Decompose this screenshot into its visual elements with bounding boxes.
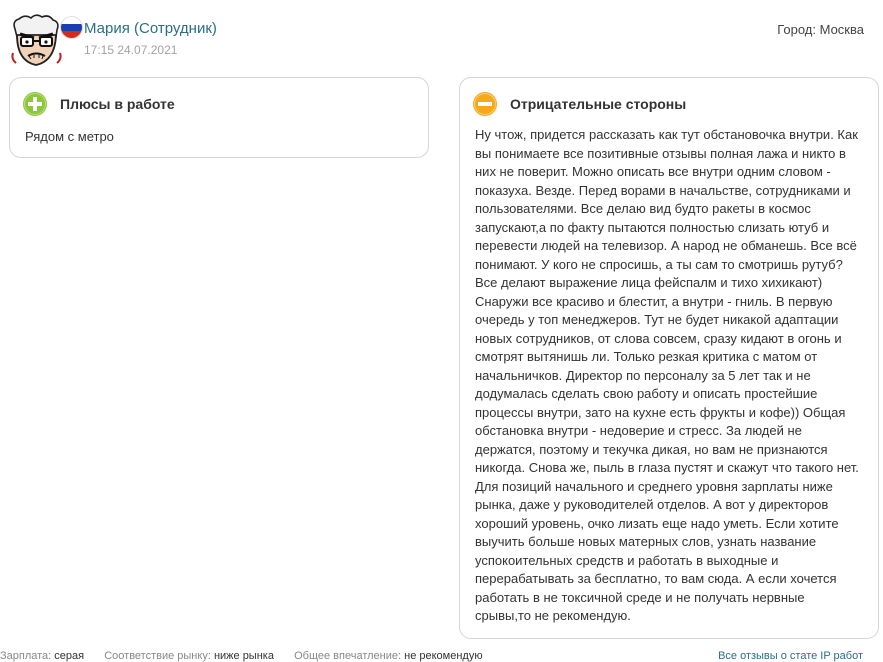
cons-text: Ну чтож, придется рассказать как тут обстановочка внутри. Как вы понимаете все позитивные отзывы полная лажа и никто в них не поверит. Можно описать все внутри одним словом - показуха. Везде. Перед ворами в начальстве, сотрудниками и пользователями. Все делаю вид будто ракеты в космос запускают,а по факту пытаются полностью слизать ютуб и перевести людей на телевизор. А народ не обманешь. Все всё понимают. У кого не спросишь, а ты сам то смотришь рутуб? Все делают выражение лица фейспалм и тихо хихикают) Снаружи все красиво и блестит, а внутри - гниль. В первую очередь у топ менеджеров. Тут не будет никакой адаптации новых сотрудников, от слова совсем, сразу кидают в огонь и смотрят вытянишь ли. Только резкая критика с матом от начальничков. Директор по персоналу за 5 лет так и не додумалась сделать свою работу и описать простейшие процессы внутри, зато на кухне есть фрукты и кофе)) Общая обстановка внутри - недоверие и стресс. За людей не держатся, поэтому и текучка дикая, но вам не признаются никогда. Снова же, пыль в глаза пустят и скажут что такого нет. Для позиций начального и среднего уровня зарплаты ниже рынка, даже у руководителей отделов. А вот у директоров хороший уровень, очко лизать еще надо уметь. Если хотите выучить больше новых матерных слов, узнать название успокоительных средств и работать в выходные и перерабатывать за бесплатно, то вам сюда. А если хочется работать в не токсичной среде и не получать нервные срывы,то не рекомендую. [475,127,859,623]
author-name[interactable]: Мария (Сотрудник) [84,20,217,37]
pros-title: Плюсы в работе [60,96,175,112]
cons-title: Отрицательные стороны [510,96,687,112]
market-label: Соответствие рынку: [104,650,211,662]
plus-icon [23,92,47,116]
pros-header [23,91,175,117]
salary-label: Зарплата: [0,650,52,662]
russia-flag-icon [61,17,82,38]
avatar[interactable] [9,13,64,68]
impression-value: не рекомендую [404,650,483,662]
review-date: 17:15 24.07.2021 [84,43,178,57]
market-value: ниже рынка [213,650,274,662]
review-footer [0,650,883,662]
review-city: Город: Москва [777,22,864,37]
pros-text: Рядом с метро [25,129,114,144]
all-reviews-link[interactable]: Все отзывы о стате IP работ [718,650,863,662]
pros-card [9,77,429,158]
impression-label: Общее впечатление: [294,650,402,662]
cons-card [459,77,879,639]
angry-face-avatar-icon [9,13,64,68]
minus-icon [473,92,497,116]
salary-value: серая [54,650,85,662]
cons-header [473,91,686,117]
